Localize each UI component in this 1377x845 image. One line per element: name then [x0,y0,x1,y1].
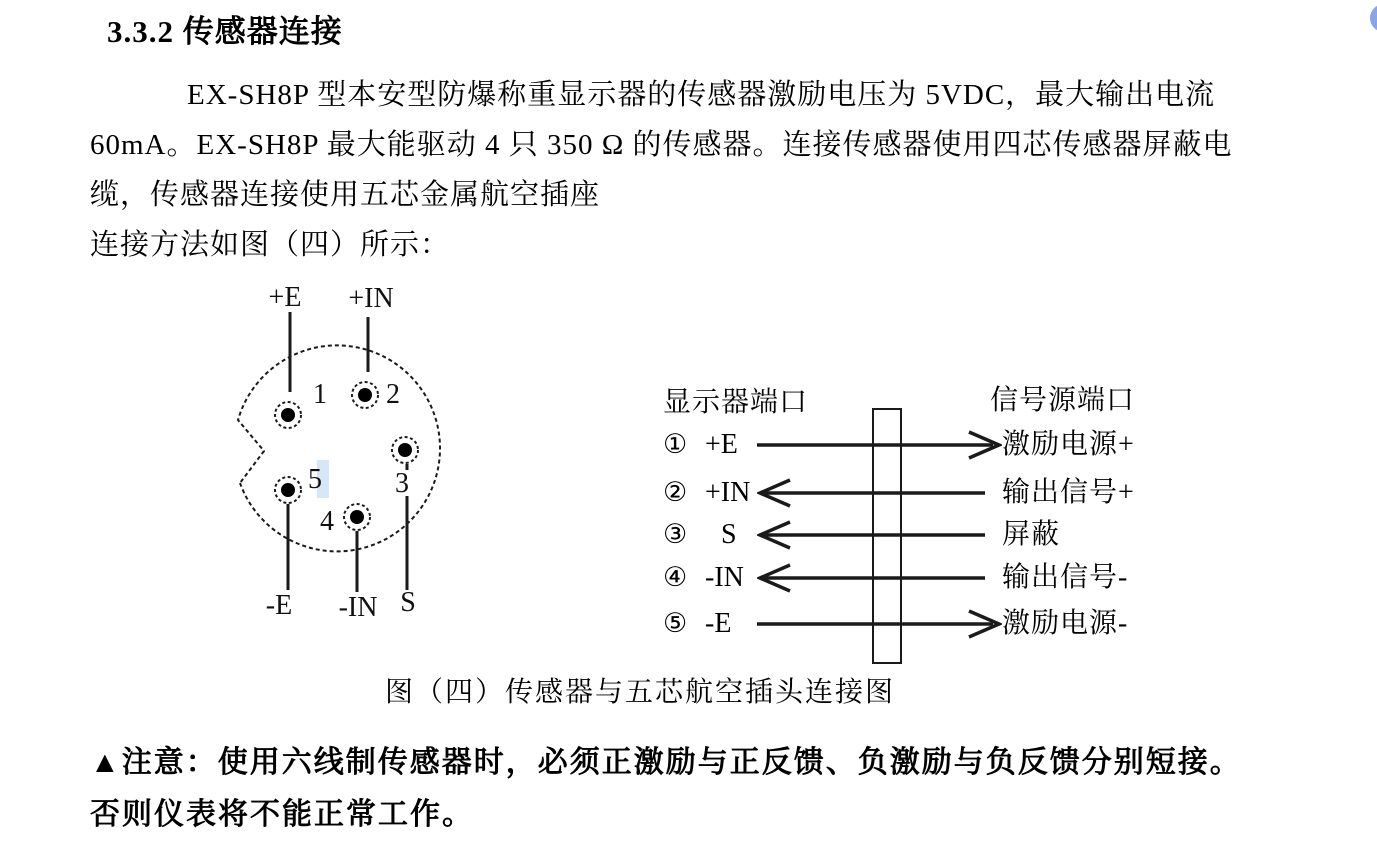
pin-4 [344,504,370,530]
pin4-number-label: 4 [320,506,334,537]
pin3-number-label: 3 [395,468,409,499]
body-paragraph [90,70,1377,270]
paragraph-line-2: 60mA。EX-SH8P 最大能驱动 4 只 350 Ω 的传感器。连接传感器使用四芯传感器屏蔽电 [90,129,1233,161]
section-heading: 3.3.2 传感器连接 [107,14,343,49]
pin-1 [275,402,301,428]
paragraph-line-1: EX-SH8P 型本安型防爆称重显示器的传感器激励电压为 5VDC，最大输出电流 [187,79,1216,111]
display-port-header: 显示器端口 [663,387,809,418]
pin-circled-number: ⑤ [663,608,688,639]
wiring-diagram [663,375,1153,670]
paragraph-line-3: 缆，传感器连接使用五芯金属航空插座 [90,179,601,211]
plus-in-label: +IN [348,283,394,314]
signal-source-header: 信号源端口 [990,385,1136,416]
signal-label: 输出信号+ [1002,477,1135,508]
warning-note [90,737,1242,841]
terminal-label: +E [705,429,738,460]
pin-circled-number: ③ [663,519,688,550]
warning-line-1: ▲注意：使用六线制传感器时，必须正激励与正反馈、负激励与负反馈分别短接。 [90,746,1242,779]
pin2-number-label: 2 [386,379,400,410]
pin-5 [275,477,301,503]
signal-label: 激励电源+ [1002,429,1135,460]
shield-label: S [400,587,416,618]
warning-line-2: 否则仪表将不能正常工作。 [90,798,474,831]
pin-circled-number: ④ [663,562,688,593]
pin-circled-number: ② [663,477,688,508]
signal-label: 激励电源- [1002,608,1129,639]
cable-sheath [872,408,902,664]
wiring-row-2 [663,475,1153,511]
terminal-label: -IN [705,562,744,593]
terminal-label: S [721,519,737,550]
wiring-row-1 [663,427,1153,463]
wiring-row-3 [663,517,1153,553]
terminal-label: -E [705,608,732,639]
minus-e-label: -E [265,590,293,621]
plus-e-label: +E [268,282,302,313]
wiring-row-4 [663,560,1153,596]
terminal-label: +IN [705,477,751,508]
minus-in-label: -IN [338,592,378,623]
signal-label: 屏蔽 [1002,519,1061,550]
pin-3 [392,437,418,463]
connector-diagram [180,280,510,630]
pin5-number-label: 5 [308,464,322,495]
pin1-number-label: 1 [313,379,327,410]
paragraph-line-4: 连接方法如图（四）所示： [90,229,451,261]
pin-circled-number: ① [663,429,688,460]
corner-button[interactable] [1370,4,1377,32]
figure-caption: 图（四）传感器与五芯航空插头连接图 [385,677,896,708]
wiring-row-5 [663,606,1153,642]
signal-label: 输出信号- [1002,562,1129,593]
pin-2 [352,382,378,408]
